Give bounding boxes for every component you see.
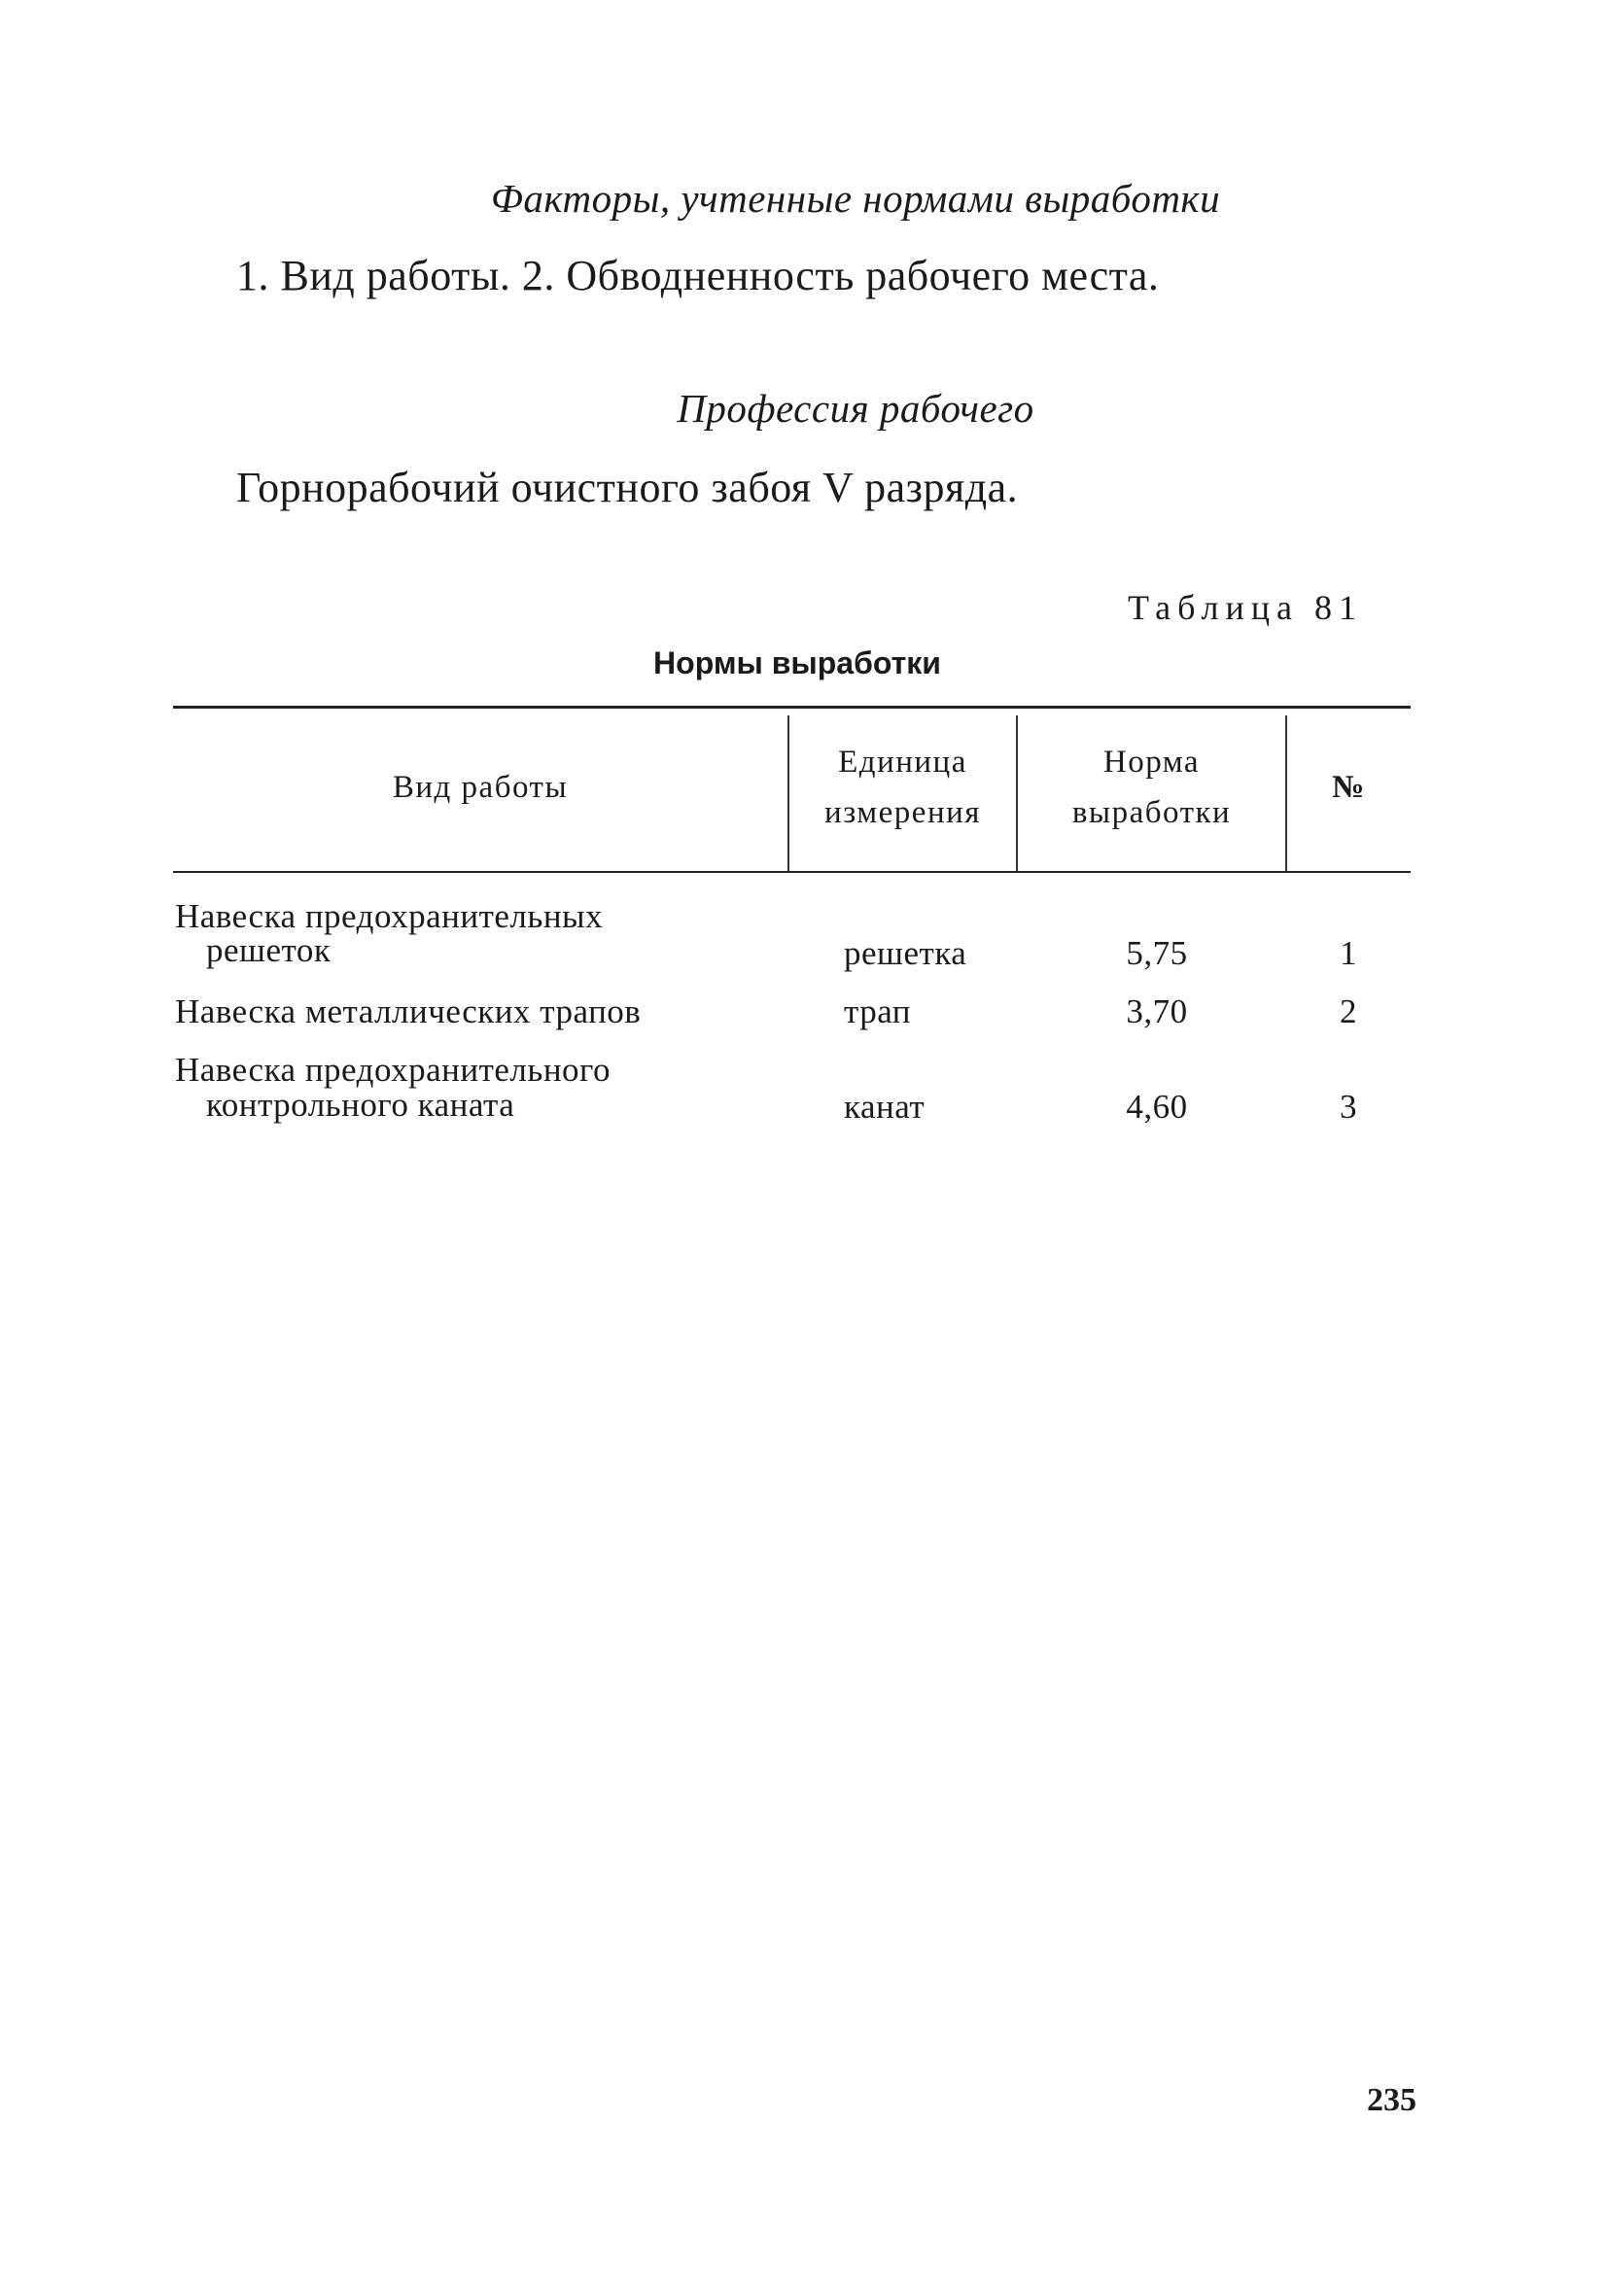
row-1-work-line2: решеток: [206, 931, 332, 969]
table-number: Таблица 81: [1128, 588, 1363, 627]
row-2-work-line1: Навеска металлических трапов: [175, 992, 642, 1030]
table-top-rule: [173, 706, 1411, 709]
row-3-work-line1: Навеска предохранительного: [175, 1051, 612, 1089]
page-number: 235: [1367, 2082, 1416, 2118]
profession-heading: Профессия рабочего: [677, 386, 1034, 431]
header-no: №: [1332, 770, 1366, 805]
row-3-no: 3: [1340, 1088, 1357, 1126]
row-1-norm: 5,75: [1126, 934, 1188, 972]
header-work: Вид работы: [392, 770, 569, 805]
row-1-unit: решетка: [844, 934, 967, 972]
profession-text: Горнорабочий очистного забоя V разряда.: [236, 464, 1019, 511]
factors-text: 1. Вид работы. 2. Обводненность рабочего места.: [236, 252, 1160, 299]
row-2-norm: 3,70: [1126, 992, 1188, 1030]
row-1-no: 1: [1340, 934, 1357, 972]
table-title: Нормы выработки: [653, 645, 941, 680]
factors-heading: Факторы, учтенные нормами выработки: [490, 176, 1221, 221]
table-header-rule: [173, 871, 1411, 873]
row-1-work-line1: Навеска предохранительных: [175, 897, 604, 935]
header-unit-line2: измерения: [824, 795, 981, 830]
row-3-unit: канат: [844, 1088, 926, 1126]
header-norm-line2: выработки: [1071, 795, 1232, 830]
row-3-work-line2: контрольного каната: [206, 1086, 515, 1124]
header-unit-line1: Единица: [838, 745, 967, 780]
row-2-unit: трап: [844, 992, 912, 1030]
row-3-norm: 4,60: [1126, 1088, 1188, 1126]
header-norm-line1: Норма: [1102, 745, 1201, 780]
row-2-no: 2: [1340, 992, 1357, 1030]
